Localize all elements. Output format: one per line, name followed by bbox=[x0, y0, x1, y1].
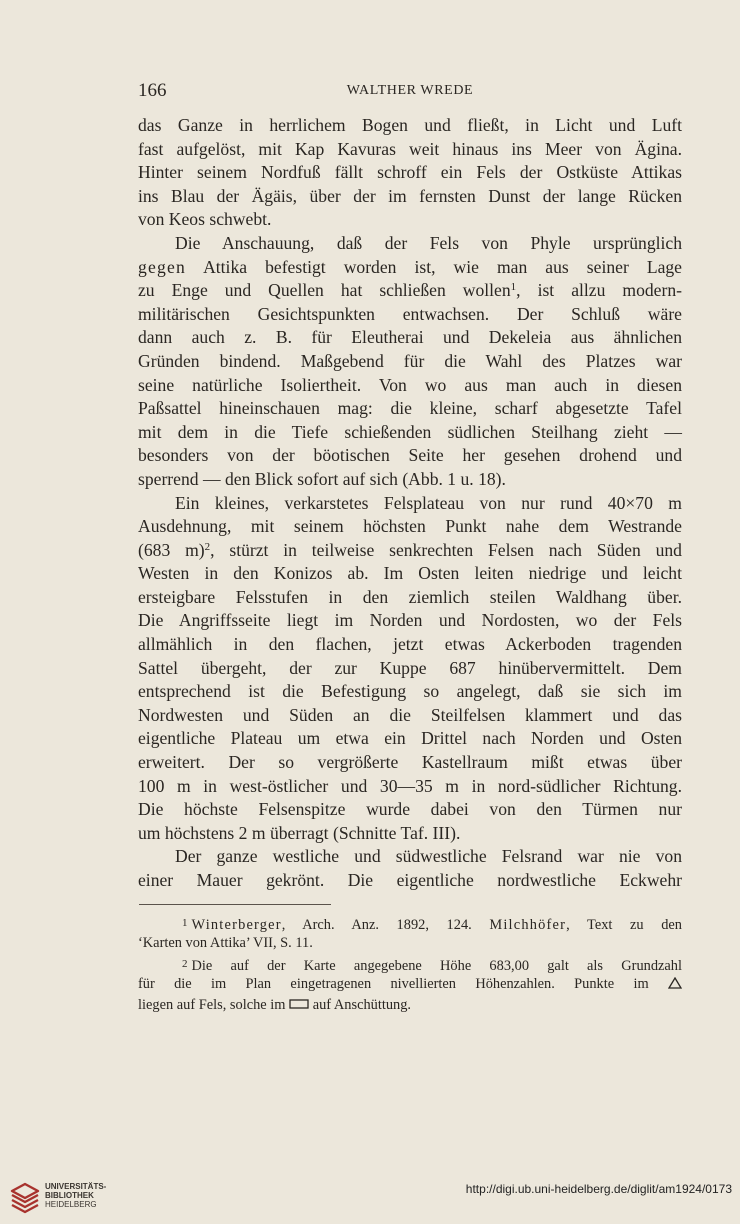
text-line: Westen in den Konizos ab. Im Osten leiten niedrige und leicht bbox=[138, 563, 682, 584]
text-run: , ist allzu modern- bbox=[516, 280, 682, 301]
text-line: Gründen bindend. Maßgebend für die Wahl des Platzes war bbox=[138, 350, 682, 371]
library-name-line: HEIDELBERG bbox=[45, 1200, 97, 1209]
text-line: seine natürliche Isoliertheit. Von wo aus man auch in diesen bbox=[138, 374, 682, 395]
text-line: besonders von der böotischen Seite her gesehen drohend und bbox=[138, 445, 682, 466]
text-line: Ein kleines, verkarstetes Felsplateau von nur rund 40×70 m bbox=[175, 492, 682, 513]
text-line: Hinter seinem Nordfuß fällt schroff ein Fels der Ostküste Attikas bbox=[138, 162, 682, 183]
footnote-line bbox=[138, 954, 682, 974]
footnote-text: , Arch. Anz. 1892, 124. bbox=[281, 917, 490, 933]
author-name: Milchhöfer bbox=[489, 917, 567, 933]
text-line: erweitert. Der so vergrößerte Kastellraum mißt etwas über bbox=[138, 752, 682, 773]
source-url-link[interactable]: http://digi.ub.uni-heidelberg.de/diglit/am1924/0173 bbox=[465, 1182, 732, 1196]
footnote-text: , Text zu den bbox=[566, 917, 683, 933]
library-logo-icon bbox=[8, 1182, 42, 1216]
text-line: Ausdehnung, mit seinem höchsten Punkt nahe dem Westrande bbox=[138, 516, 682, 537]
text-line: um höchstens 2 m überragt (Schnitte Taf. III). bbox=[138, 822, 461, 843]
footnote-rule bbox=[139, 904, 331, 905]
library-name bbox=[45, 1182, 106, 1209]
text-line: Die höchste Felsenspitze wurde dabei von den Türmen nur bbox=[138, 799, 682, 820]
text-line: Die Angriffsseite liegt im Norden und Nordosten, wo der Fels bbox=[138, 610, 682, 631]
footnote-line bbox=[138, 974, 682, 994]
text-line: allmählich in den flachen, jetzt etwas Ackerboden tragenden bbox=[138, 634, 682, 655]
footnote-line bbox=[138, 995, 682, 1015]
text-line bbox=[138, 539, 682, 563]
rectangle-icon bbox=[289, 995, 309, 1015]
spaced-word: gegen bbox=[138, 256, 187, 277]
text-line: das Ganze in herrlichem Bogen und fließt, in Licht und Luft bbox=[138, 115, 682, 135]
text-line bbox=[138, 256, 682, 280]
text-line: einer Mauer gekrönt. Die eigentliche nordwestliche Eckwehr bbox=[138, 870, 682, 890]
page-header bbox=[138, 80, 682, 102]
page-number: 166 bbox=[138, 80, 167, 101]
footnote-mark: 2 bbox=[182, 957, 188, 970]
footnotes bbox=[138, 913, 682, 1015]
text-line: eigentliche Plateau um etwa ein Drittel nach Norden und Osten bbox=[138, 728, 682, 749]
text-line: Nordwesten und Süden an die Steilfelsen klammert und das bbox=[138, 704, 682, 725]
running-head: WALTHER WREDE bbox=[346, 83, 474, 98]
footnote-text: Die auf der Karte angegebene Höhe 683,00 galt als Grundzahl bbox=[191, 957, 682, 974]
author-name: Winterberger bbox=[191, 917, 282, 933]
text-run: , stürzt in teilweise senkrechten Felsen nach Süden und bbox=[210, 539, 682, 560]
footnote-text: für die im Plan eingetragenen nivellierten Höhenzahlen. Punkte im bbox=[138, 976, 649, 993]
text-line: mit dem in die Tiefe schießenden südlichen Steilhang zieht — bbox=[138, 421, 682, 442]
footnote-ref: 2 bbox=[204, 540, 211, 553]
text-line: Die Anschauung, daß der Fels von Phyle ursprünglich bbox=[175, 232, 682, 253]
footer bbox=[0, 1168, 740, 1224]
text-line: sperrend — den Blick sofort auf sich (Abb. 1 u. 18). bbox=[138, 468, 506, 489]
text-line bbox=[138, 279, 682, 303]
footnote-text: auf Anschüttung. bbox=[312, 996, 412, 1013]
text-line: von Keos schwebt. bbox=[138, 209, 272, 230]
text-run: (683 m) bbox=[138, 539, 205, 560]
footnote-mark: 1 bbox=[182, 917, 188, 929]
text-line: Paßsattel hineinschauen mag: die kleine, scharf abgesetzte Tafel bbox=[138, 398, 682, 419]
library-name-line: BIBLIOTHEK bbox=[45, 1191, 94, 1200]
body-text bbox=[138, 114, 682, 893]
text-line: ins Blau der Ägäis, über der im fernsten Dunst der lange Rücken bbox=[138, 185, 682, 206]
text-line: fast aufgelöst, mit Kap Kavuras weit hinaus ins Meer von Ägina. bbox=[138, 138, 682, 159]
text-line: dann auch z. B. für Eleutherai und Dekeleia aus ähnlichen bbox=[138, 327, 682, 348]
text-line: 100 m in west-östlicher und 30—35 m in nord-südlicher Richtung. bbox=[138, 775, 682, 796]
triangle-icon bbox=[668, 975, 682, 995]
footnote-ref: 1 bbox=[510, 281, 517, 294]
footnote-line: ‘Karten von Attika’ VII, S. 11. bbox=[138, 935, 313, 952]
text-run: zu Enge und Quellen hat schließen wollen bbox=[138, 280, 511, 301]
library-name-line: UNIVERSITÄTS- bbox=[45, 1182, 107, 1191]
text-run: Attika befestigt worden ist, wie man aus seiner Lage bbox=[186, 256, 682, 277]
footnote-text: liegen auf Fels, solche im bbox=[138, 996, 286, 1013]
text-line: entsprechend ist die Befestigung so angelegt, daß sie sich im bbox=[138, 681, 682, 702]
text-line: Sattel übergeht, der zur Kuppe 687 hinübervermittelt. Dem bbox=[138, 657, 682, 678]
text-line: Der ganze westliche und südwestliche Felsrand war nie von bbox=[175, 846, 682, 867]
text-line: militärischen Gesichtspunkten entwachsen. Der Schluß wäre bbox=[138, 303, 682, 324]
text-line: ersteigbare Felsstufen in den ziemlich steilen Waldhang über. bbox=[138, 586, 682, 607]
footnote-line bbox=[138, 913, 682, 933]
